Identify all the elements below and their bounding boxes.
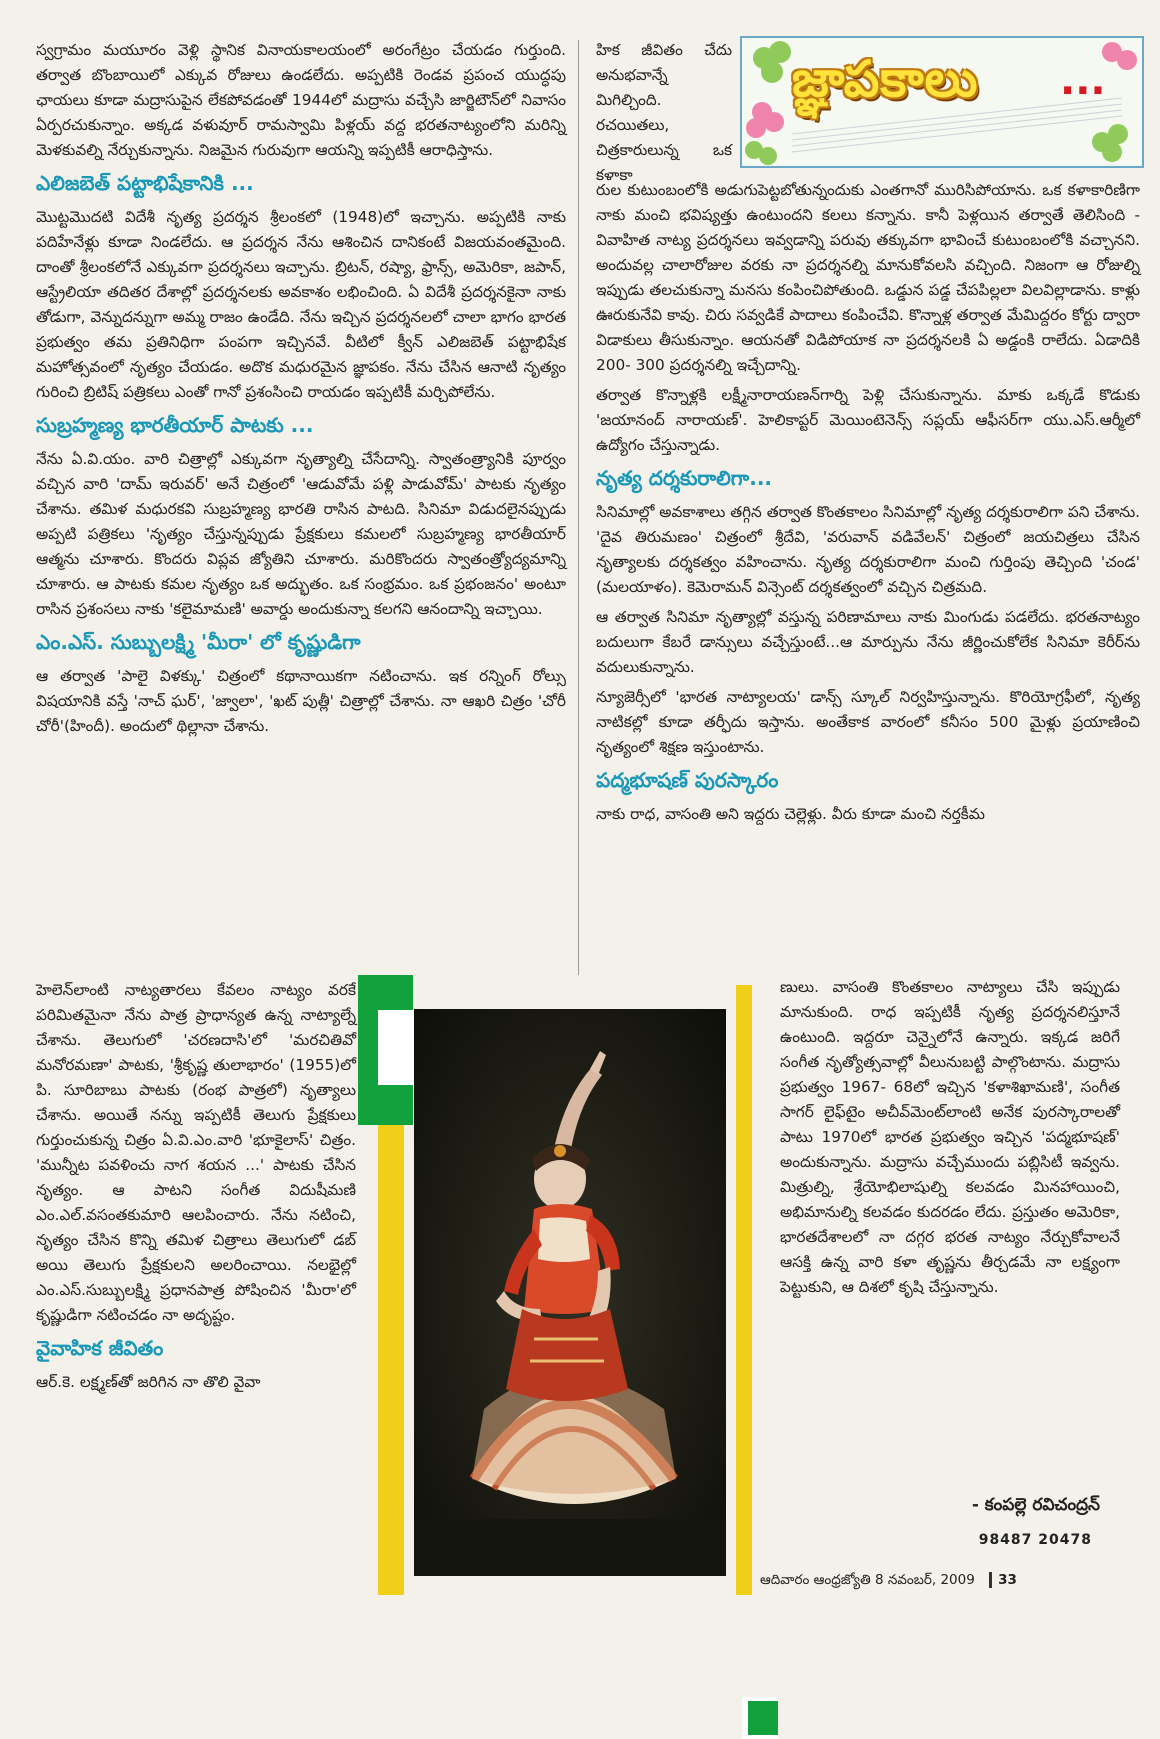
- top-right-narrow-column: [596, 38, 732, 184]
- section-title: జ్ఞాపకాలు: [792, 50, 979, 108]
- paragraph: ఆ తర్వాత సినిమా నృత్యాల్లో వస్తున్న పరిణామాలు నాకు మింగుడు పడలేదు. భరతనాట్యం బదులుగా కేబరే డాన్సులు వచ్చేస్తుంటే...ఆ మార్పును నేను జీర్ణించుకోలేక సినిమా కెరీర్‌ను వదులుకున్నాను.: [596, 608, 1140, 676]
- section-heading: పద్మభూషణ్ పురస్కారం: [596, 768, 779, 792]
- page-number: 33: [989, 1572, 1017, 1588]
- paragraph: తర్వాత కొన్నాళ్లకి లక్ష్మీనారాయణన్‌గార్ని పెళ్లి చేసుకున్నాను. మాకు ఒక్కడే కొడుకు 'జయానంద్ నారాయణ్'. హెలికాప్టర్ మెయింటెనెన్స్ సప్లయ్ ఆఫీసర్‌గా యు.ఎస్.ఆర్మీలో ఉద్యోగం చేస్తున్నాడు.: [596, 386, 1140, 454]
- paragraph: నేను ఏ.వి.యం. వారి చిత్రాల్లో ఎక్కువగా నృత్యాల్ని చేసేదాన్ని. స్వాతంత్ర్యానికి పూర్వం వచ్చిన వారి 'దామ్ ఇరువర్' అనే చిత్రంలో 'ఆడువోమే పళ్లి పాడువోమ్' పాటకు నృత్యం చేశాను. తమిళ మధురకవి సుబ్రహ్మణ్య భారతి రాసిన పాటది. సినిమా విడుదలైనప్పుడు అప్పటి పత్రికలు 'నృత్యం చేస్తున్నప్పుడు ప్రేక్షకులు కమలలో సుబ్రహ్మణ్య భారతీయార్ ఆత్మను చూశారు. కొందరు విప్లవ జ్యోతిని చూశారు. మరికొందరు స్వాతంత్ర్యోద్యమాన్ని చూశారు. ఆ పాటకు కమల నృత్యం ఒక అద్భుతం. ఒక సంభ్రమం. ఒక ప్రభంజనం' అంటూ రాసిన ప్రశంసలు నాకు 'కలైమామణి' అవార్డు అందుకున్నా కలగని ఆనందాన్ని ఇచ్చాయి.: [36, 450, 566, 618]
- section-title-box: [740, 36, 1144, 168]
- paragraph: న్యూజెర్సీలో 'భారత నాట్యాలయ' డాన్స్ స్కూల్ నిర్వహిస్తున్నాను. కొరియోగ్రఫీలో, నృత్య నాటికల్లో కూడా తర్ఫీదు ఇస్తాను. అంతేకాక వారంలో కనీసం 500 మైళ్లు ప్రయాణించి నృత్యంలో శిక్షణ ఇస్తుంటాను.: [596, 688, 1140, 756]
- paragraph: హెలెన్‌లాంటి నాట్యతారలు కేవలం నాట్యం వరకే పరిమితమైనా నేను పాత్ర ప్రాధాన్యత ఉన్న నాట్యాల్నే చేశాను. తెలుగులో 'చరణదాసి'లో 'మరచితివో మనోరమణా' పాటకు, 'శ్రీకృష్ణ తులాభారం' (1955)లో పి. సూరిబాబు పాటకు (రంభ పాత్రలో) నృత్యాలు చేశాను. అయితే నన్ను ఇప్పటికీ తెలుగు ప్రేక్షకులు గుర్తుంచుకున్న చిత్రం ఏ.వి.ఎం.వారి 'భూకైలాస్' చిత్రం. 'మున్నీట పవళించు నాగ శయన ...' పాటకు చేసిన నృత్యం. ఆ పాటని సంగీత విదుషీమణి ఎం.ఎల్.వసంతకుమారి ఆలపించారు. నేను నటించి, నృత్యం చేసిన కొన్ని తమిళ చిత్రాలు తెలుగులో డబ్ అయి తెలుగు ప్రేక్షకులని అలరించాయి. నలభైల్లో ఎం.ఎస్.సుబ్బులక్ష్మి ప్రధానపాత్ర పోషించిన 'మీరా'లో కృష్ణుడిగా నటించడం నా అదృష్టం.: [36, 981, 356, 1324]
- dancer-photo: [414, 1009, 726, 1576]
- column-divider: [578, 40, 579, 975]
- title-dots: ...: [1060, 58, 1106, 104]
- section-heading: ఎలిజబెత్ పట్టాభిషేకానికి ...: [36, 171, 254, 195]
- publication-name: ఆదివారం ఆంధ్రజ్యోతి: [760, 1572, 871, 1588]
- left-column: [36, 38, 566, 978]
- frame-block: [748, 1701, 778, 1735]
- right-column: [596, 178, 1140, 973]
- paragraph: ఆ తర్వాత 'పాలై విళక్కు' చిత్రంలో కథానాయికగా నటించాను. ఇక రన్నింగ్ రోల్సు విషయానికి వస్తే 'నాచ్ ఘర్', 'జ్వాలా', 'ఖట్ పుత్లీ' చిత్రాల్లో చేశాను. నా ఆఖరి చిత్రం 'చోరీ చోరీ'(హిందీ). అందులో థిల్లానా చేశాను.: [36, 667, 566, 735]
- paragraph: నాకు రాధ, వాసంతి అని ఇద్దరు చెల్లెళ్లు. వీరు కూడా మంచి నర్తకీమ: [596, 805, 985, 823]
- dancer-photo-frame: [358, 975, 778, 1595]
- frame-bar: [736, 985, 752, 1595]
- phone-number: 98487 20478: [978, 1532, 1092, 1548]
- paragraph: సినిమాల్లో అవకాశాలు తగ్గిన తర్వాత కొంతకాలం సినిమాల్లో నృత్య దర్శకురాలిగా పని చేశాను. 'దైవ తిరుమణం' చిత్రంలో శ్రీదేవి, 'వరువాన్ వడివేలన్' చిత్రంలో జయచిత్రలు చేసిన నృత్యాలకు దర్శకత్వం వహించాను. నృత్య దర్శకురాలిగా మంచి గుర్తింపు తెచ్చింది 'చండ' (మలయాళం). కెమెరామన్ విన్సెంట్ దర్శకత్వంలో వచ్చిన చిత్రమది.: [596, 503, 1140, 596]
- paragraph: హిక జీవితం చేదు అనుభవాన్నే మిగిల్చింది. రచయితలు, చిత్రకారులున్న ఒక కళాకా: [596, 41, 732, 184]
- paragraph: రుల కుటుంబంలోకి అడుగుపెట్టబోతున్నందుకు ఎంతగానో మురిసిపోయాను. ఒక కళాకారిణిగా నాకు మంచి భవిష్యత్తు ఉంటుందని కలలు కన్నాను. కానీ పెళ్లయిన తర్వాతే తెలిసింది - వివాహిత నాట్య ప్రదర్శనలు ఇవ్వడాన్ని పరువు తక్కువగా భావించే కుటుంబంలోకి వచ్చానని. అందువల్ల చాలారోజుల వరకు నా ప్రదర్శనల్ని మానుకోవలసి వచ్చింది. నిజంగా ఆ రోజుల్ని ఇప్పుడు తలచుకున్నా మనసు కంపించిపోతుంది. ఒడ్డున పడ్డ చేపపిల్లలా విలవిల్లాడాను. కాళ్లు ఊరుకునేవి కావు. చిరు సవ్వడికే పాదాలు కంపించేవి. కొన్నాళ్ల తర్వాత మేమిద్దరం కోర్టు ద్వారా విడాకులు తీసుకున్నాం. ఆయనతో విడిపోయాక నా ప్రదర్శనలకి ఏ అడ్డంకి రాలేదు. ఏడాదికి 200- 300 ప్రదర్శనల్ని ఇచ్చేదాన్ని.: [596, 181, 1140, 374]
- paragraph: ణులు. వాసంతి కొంతకాలం నాట్యాలు చేసి ఇప్పుడు మానుకుంది. రాధ ఇప్పటికీ నృత్య ప్రదర్శనలిస్తూనే ఉంటుంది. ఇద్దరూ చెన్నైలోనే ఉన్నారు. ఇక్కడ జరిగే సంగీత నృత్యోత్సవాల్లో వీలునుబట్టి పాల్గొంటాను. మద్రాసు ప్రభుత్వం 1967- 68లో ఇచ్చిన 'కళాశిఖామణి', సంగీత సాగర్ లైఫ్‌టైం అచీవ్‌మెంట్‌లాంటి అనేక పురస్కారాలతో పాటు 1970లో భారత ప్రభుత్వం ఇచ్చిన 'పద్మభూషణ్' అందుకున్నాను. మద్రాసు వచ్చేముందు పబ్లిసిటీ ఇవ్వను. మిత్రుల్ని, శ్రేయోభిలాషుల్ని కలవడం మినహాయించి, అభిమానుల్ని కలవడం కుదరడం లేదు. ప్రస్తుతం అమెరికా, భారతదేశాలలో నా దగ్గర భరత నాట్యం నేర్చుకోవాలనే ఆసక్తి ఉన్న వారి కళా తృష్ణను తీర్చడమే నా లక్ష్యంగా పెట్టుకుని, ఆ దిశలో కృషి చేస్తున్నాను.: [780, 978, 1120, 1296]
- issue-date: 8 నవంబర్, 2009: [874, 1572, 975, 1588]
- narrow-right-column: [780, 975, 1120, 1490]
- paragraph: స్వగ్రామం మయూరం వెళ్లి స్థానిక వినాయకాలయంలో అరంగేట్రం చేయడం గుర్తుంది. తర్వాత బొంబాయిలో ఎక్కువ రోజులు ఉండలేదు. అప్పటికి రెండవ ప్రపంచ యుద్ధపు ఛాయలు కూడా మద్రాసుపైన లేకపోవడంతో 1944లో మద్రాసు వచ్చేసి జార్జిటౌన్‌లో నివాసం ఏర్పరచుకున్నాం. అక్కడ వళువూర్ రామస్వామి పిళ్లయ్ వద్ద భరతనాట్యంలోని మరిన్ని మెళకువల్ని నేర్చుకున్నాను. నిజమైన గురువుగా ఆయన్ని ఇప్పటికీ ఆరాధిస్తాను.: [36, 41, 566, 159]
- section-heading: నృత్య దర్శకురాలిగా...: [596, 466, 773, 490]
- section-heading: వైవాహిక జీవితం: [36, 1336, 164, 1360]
- narrow-left-column: [36, 978, 356, 1568]
- section-heading: ఎం.ఎస్. సుబ్బులక్ష్మి 'మీరా' లో కృష్ణుడిగా: [36, 630, 361, 654]
- paragraph: ఆర్.కె. లక్ష్మణ్‌తో జరిగిన నా తొలి వైవా: [36, 1373, 261, 1391]
- page-footer: [760, 1572, 1017, 1591]
- byline: - కంపల్లె రవిచంద్రన్: [971, 1495, 1100, 1515]
- section-heading: సుబ్రహ్మణ్య భారతీయార్ పాటకు ...: [36, 413, 314, 437]
- paragraph: మొట్టమొదటి విదేశీ నృత్య ప్రదర్శన శ్రీలంకలో (1948)లో ఇచ్చాను. అప్పటికి నాకు పదిహేనేళ్లు కూడా నిండలేదు. ఆ ప్రదర్శన నేను ఆశించిన దానికంటే విజయవంతమైంది. దాంతో శ్రీలంకలోనే ఎక్కువగా ప్రదర్శనలు ఇచ్చాను. బ్రిటన్, రష్యా, ఫ్రాన్స్, అమెరికా, జపాన్, ఆస్ట్రేలియా తదితర దేశాల్లో ప్రదర్శనలకు అవకాశం లభించింది. ఏ విదేశీ ప్రదర్శనకైనా నాకు తోడుగా, వెన్నుదన్నుగా అమ్మ రాజం ఉండేది. నేను ఇచ్చిన ప్రదర్శనలలో చాలా భాగం భారత ప్రభుత్వం తమ ప్రతినిధిగా పంపగా ఇచ్చినవే. వీటిలో క్వీన్ ఎలిజబెత్ పట్టాభిషేక మహోత్సవంలో నృత్యం చేయడం. అదొక మధురమైన జ్ఞాపకం. నేను చేసిన ఆనాటి నృత్యం గురించి బ్రిటిష్ పత్రికలు ఎంతో గానో ప్రశంసించి రాయడం ఇప్పటికీ మర్చిపోలేను.: [36, 208, 566, 401]
- dancer-illustration: [414, 1009, 726, 1576]
